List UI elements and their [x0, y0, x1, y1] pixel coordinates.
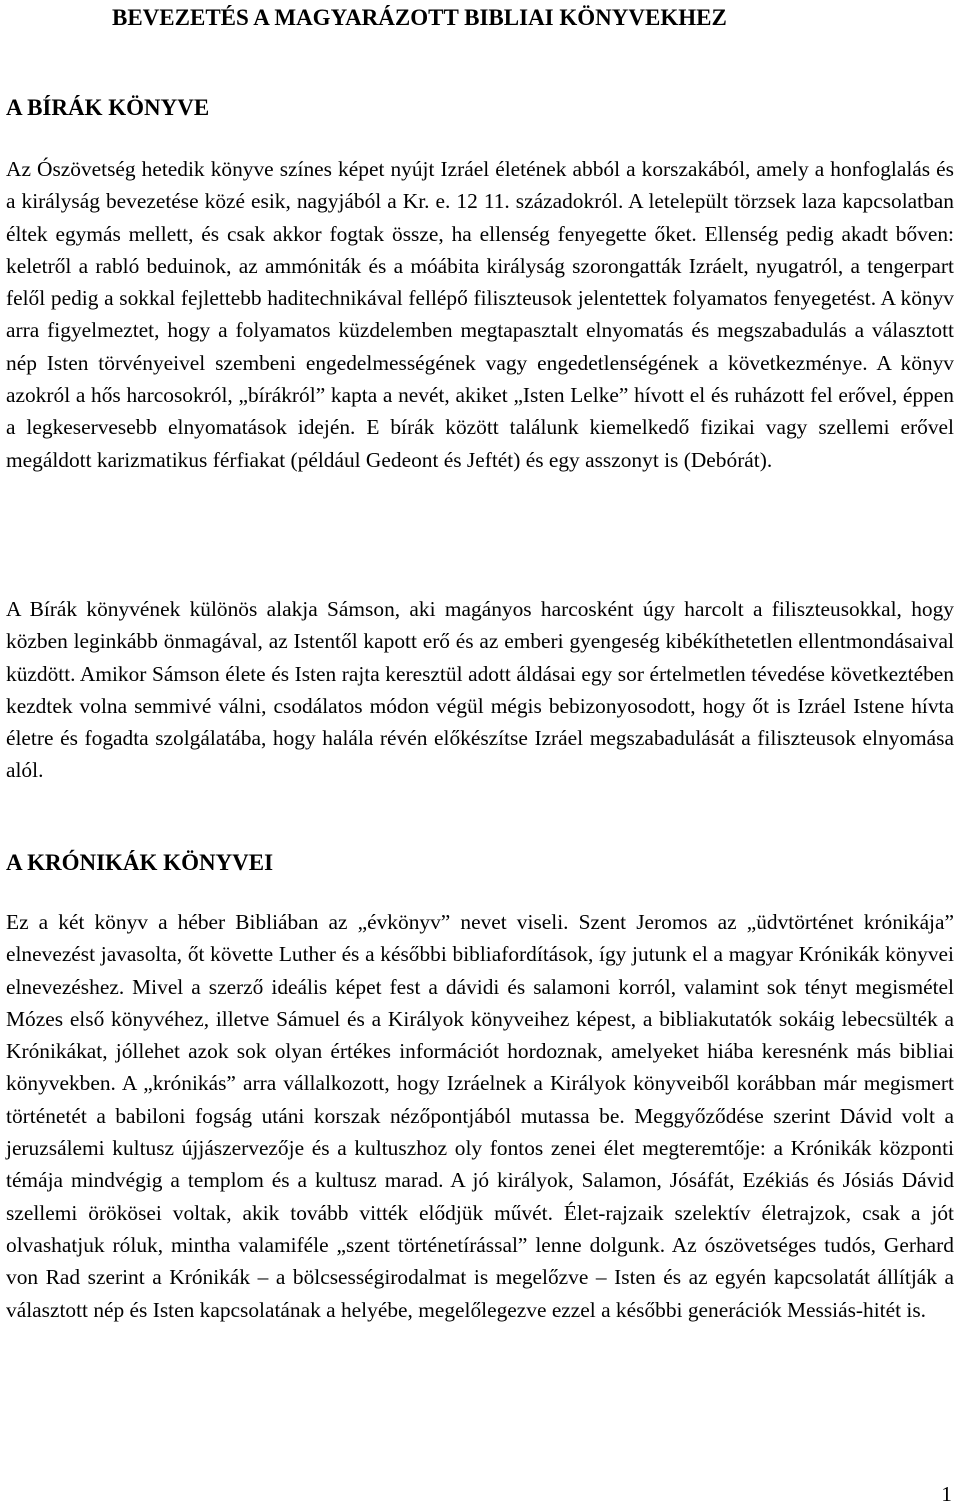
section-heading-kronikak: A KRÓNIKÁK KÖNYVEI	[6, 850, 274, 875]
paragraph-birak-1: Az Ószövetség hetedik könyve színes képet nyújt Izráel életének abból a korszakából, amely a honfoglalás és a királyság bevezetése közé esik, nagyjából a Kr. e. 12 11. századokról. A letelepült törzsek laza kapcsolatban éltek egymás mellett, és csak akkor fogtak össze, ha ellenség fenyegette őket. Ellenség pedig akadt bőven: keletről a rabló beduinok, az ammóniták és a móábita királyság szorongatták Izráelt, nyugatról, a tengerpart felől pedig a sokkal fejlettebb haditechnikával fellépő filiszteusok jelentettek folyamatos fenyegetést. A könyv arra figyelmeztet, hogy a folyamatos küzdelemben megtapasztalt elnyomatás és megszabadulás a választott nép Isten törvényeivel szembeni engedelmességének vagy engedetlenségének a következménye. A könyv azokról a hős harcosokról, „bírákról” kapta a nevét, akiket „Isten Lelke” hívott el és ruházott fel erővel, éppen a legkeservesebb elnyomatások idején. E bírák között találunk kiemelkedő fizikai vagy szellemi erővel megáldott karizmatikus férfiakat (például Gedeont és Jeftét) és egy asszonyt is (Debórát).	[6, 157, 954, 472]
page-number: 1	[941, 1482, 952, 1506]
document-title: BEVEZETÉS A MAGYARÁZOTT BIBLIAI KÖNYVEKHEZ	[112, 5, 727, 30]
paragraph-kronikak-1: Ez a két könyv a héber Bibliában az „évkönyv” nevet viseli. Szent Jeromos az „üdvtörténet krónikája” elnevezést javasolta, őt követte Luther és a későbbi bibliafordítások, így jutunk el a magyar Krónikák könyvei elnevezéshez. Mivel a szerző ideális képet fest a dávidi és salamoni korról, valamint sok tényt megismétel Mózes első könyvéhez, illetve Sámuel és a Királyok könyveihez képest, a bibliakutatók sokáig lebecsülték a Krónikákat, jóllehet azok sok olyan értékes információt hordoznak, amelyeket hiába keresnénk más bibliai könyvekben. A „krónikás” arra vállalkozott, hogy Izráelnek a Királyok könyveiből korábban már megismert történetét a babiloni fogság utáni korszak nézőpontjából mutassa be. Meggyőződése szerint Dávid volt a jeruzsálemi kultusz újjászervezője és a kultuszhoz oly fontos zenei élet megteremtője: a Krónikák központi témája mindvégig a templom és a kultusz marad. A jó királyok, Salamon, Jósáfát, Ezékiás és Jósiás Dávid szellemi örökösei voltak, akik tovább vitték elődjük művét. Élet-rajzaik szelektív életrajzok, csak a jót olvashatjuk róluk, mintha valamiféle „szent történetírással” lenne dolgunk. Az ószövetséges tudós, Gerhard von Rad szerint a Krónikák – a bölcsességirodalmat is megelőzve – Isten és az egyén kapcsolatát állítják a választott nép és Isten kapcsolatának a helyébe, megelőlegezve ezzel a későbbi generációk Messiás-hitét is.	[6, 910, 954, 1322]
section-heading-birak: A BÍRÁK KÖNYVE	[6, 95, 210, 120]
paragraph-birak-2: A Bírák könyvének különös alakja Sámson, aki magányos harcosként úgy harcolt a filiszteusokkal, hogy közben leginkább önmagával, az Istentől kapott erő és az emberi gyengeség kibékíthetetlen ellentmondásaival küzdött. Amikor Sámson élete és Isten rajta keresztül adott áldásai egy sor értelmetlen tévedése következtében kezdtek volna semmivé válni, csodálatos módon végül mégis bebizonyosodott, hogy őt is Izráel Istene hívta életre és fogadta szolgálatába, hogy halála révén előkészítse Izráel megszabadulását a filiszteusok elnyomása alól.	[6, 597, 954, 783]
